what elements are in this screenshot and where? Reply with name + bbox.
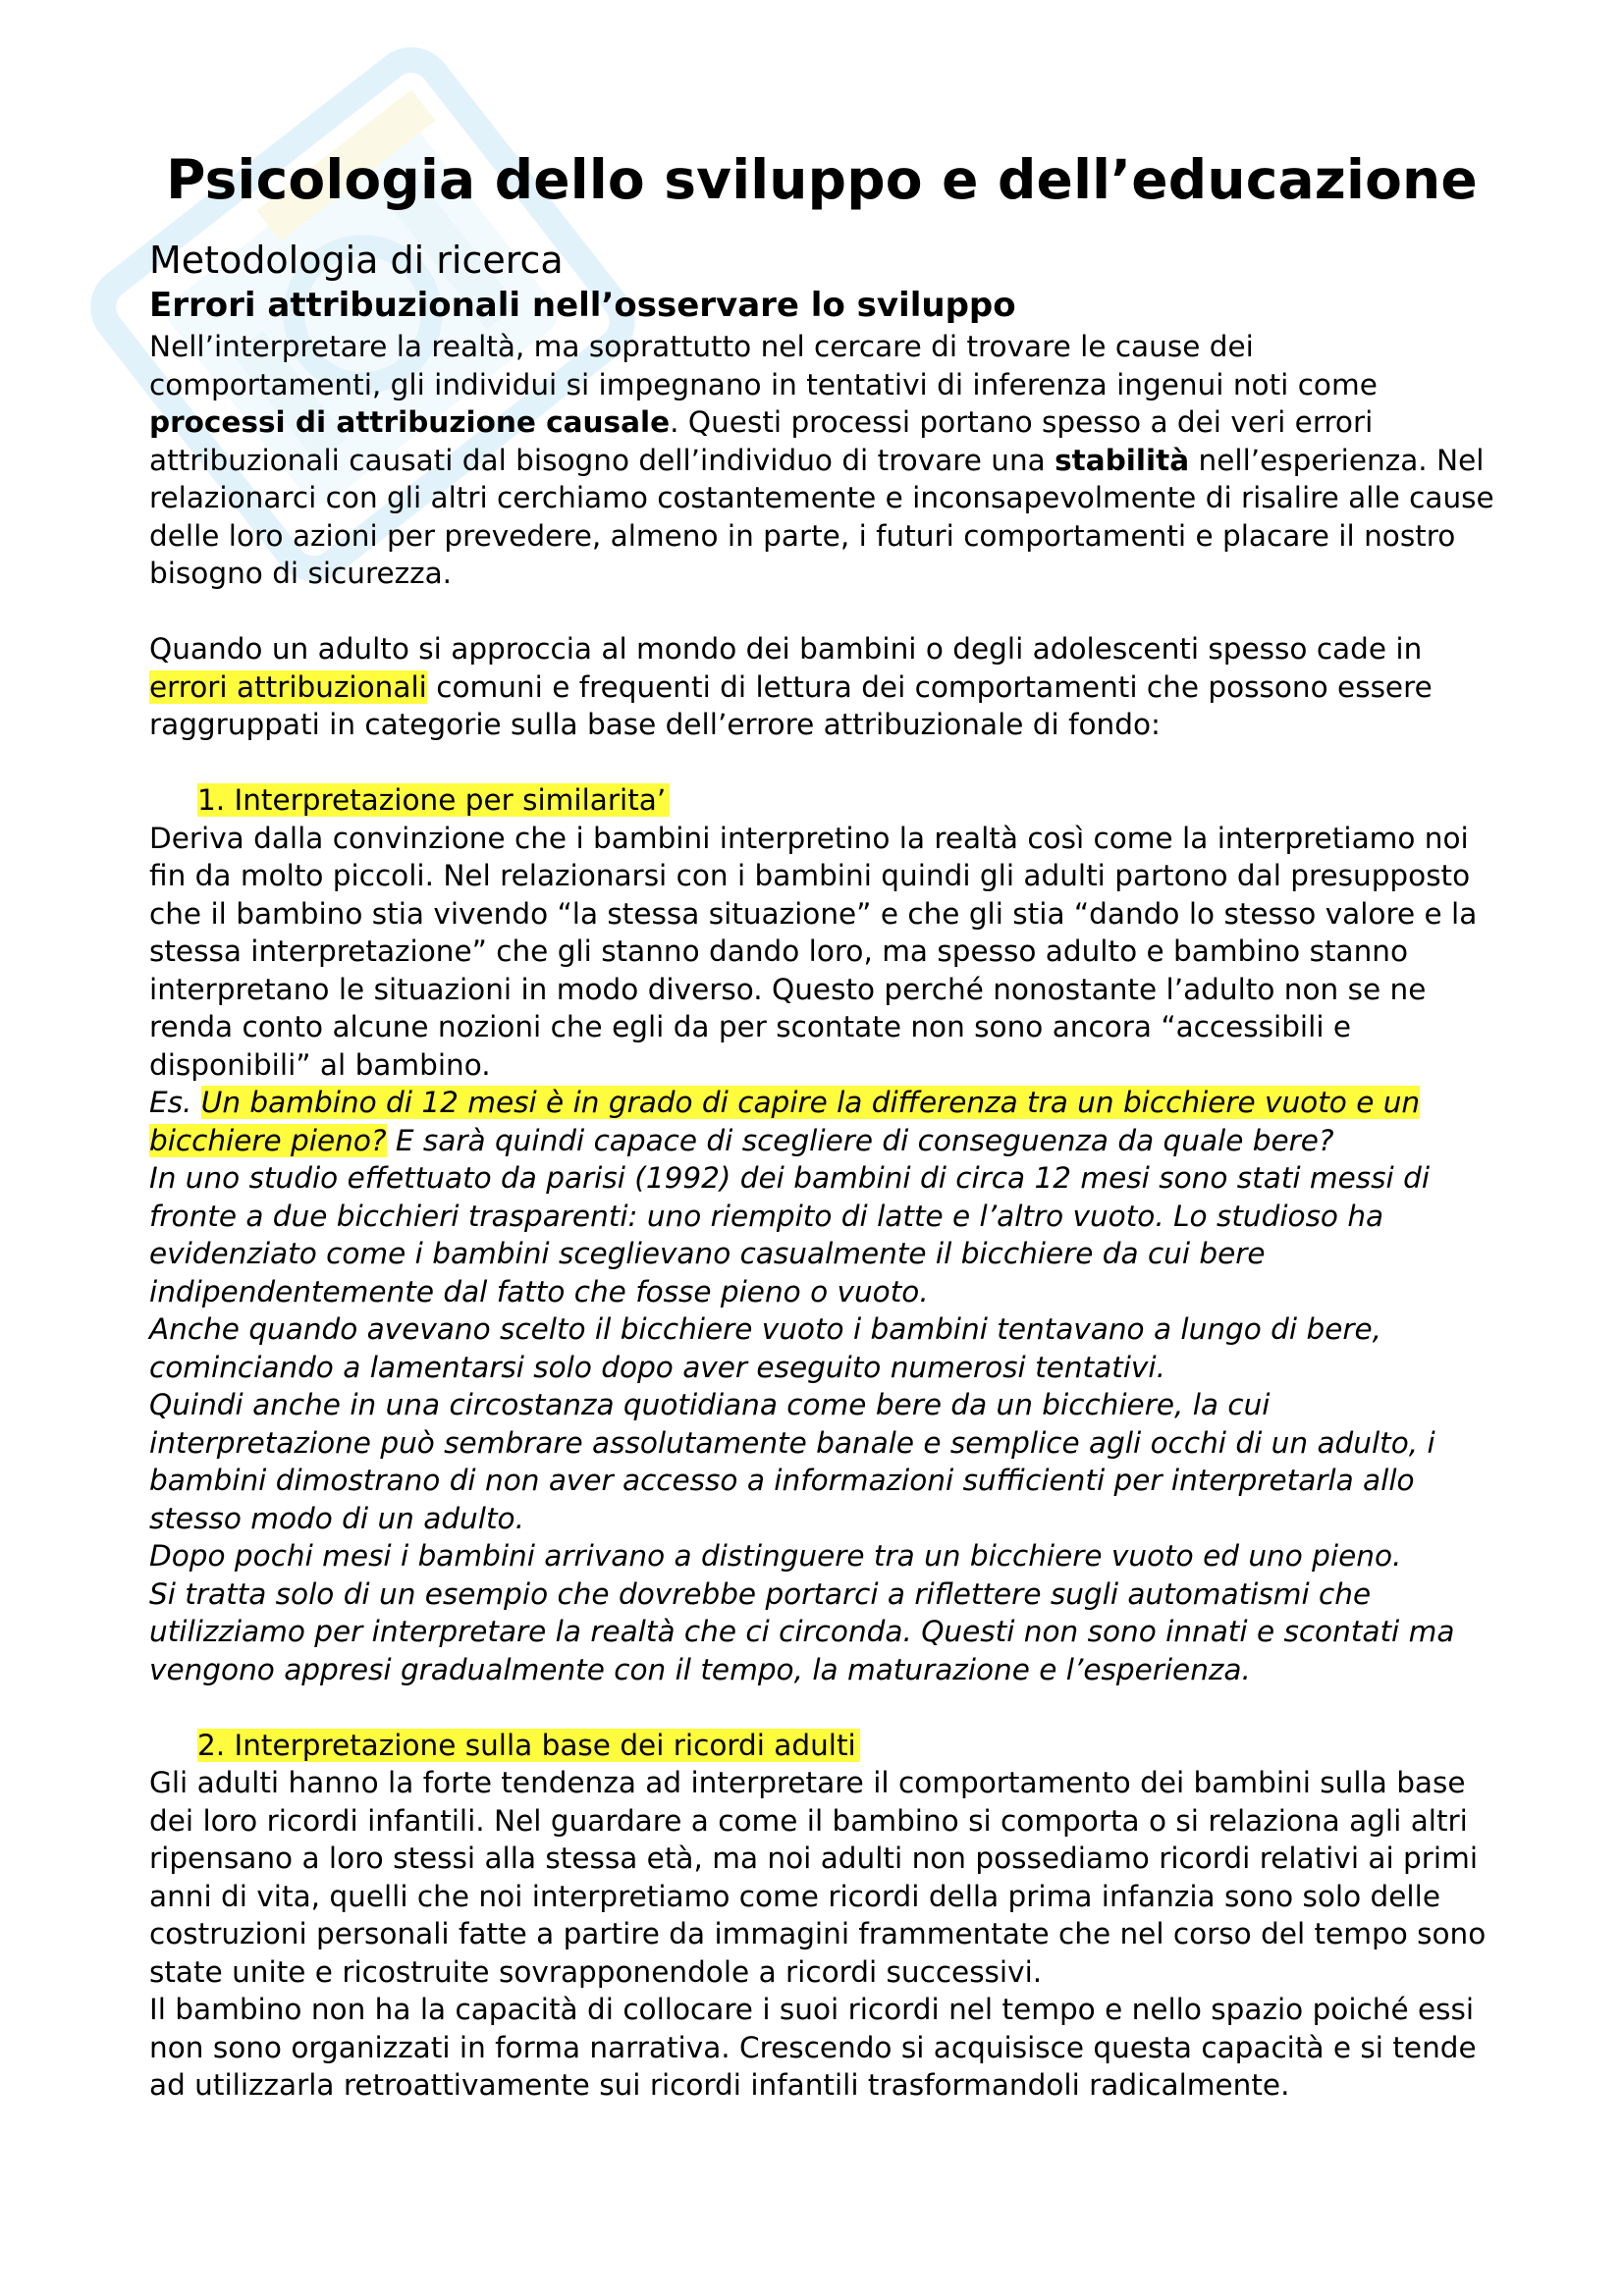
bold-term-attribution: processi di attribuzione causale	[149, 405, 671, 439]
page-title: Psicologia dello sviluppo e dell’educazione	[166, 148, 1478, 211]
highlighted-term: errori attribuzionali	[149, 669, 427, 704]
paragraph-3: Deriva dalla convinzione che i bambini interpretino la realtà così come la interpretiamo noi fin da molto piccoli. Nel relazionarsi con i bambini quindi gli adulti partono dal presupposto che il bambino stia vivendo “la stessa situazione” e che gli stia “dando lo stesso valore e la stessa interpretazione” che gli stanno dando loro, ma spesso adulto e bambino stanno interpretano le situazioni in modo diverso. Questo perché nonostante l’adulto non se ne renda conto alcune nozioni che egli da per scontate non sono ancora “accessibili e disponibili” al bambino.	[149, 821, 1478, 1082]
paragraph-1: Nell’interpretare la realtà, ma soprattutto nel cercare di trovare le cause dei comportamenti, gli individui si impegnano in tentativi di inferenza ingenui noti come processi di attribuzione causale. Questi processi portano spesso a dei veri errori attribuzionali causati dal bisogno dell’individuo di trovare una stabilità nell’esperienza. Nel relazionarci con gli altri cerchiamo costantemente e inconsapevolmente di risalire alle cause delle loro azioni per prevedere, almeno in parte, i futuri comportamenti e placare il nostro bisogno di sicurezza.	[149, 330, 1494, 590]
example-paragraph: Es. Un bambino di 12 mesi è in grado di capire la differenza tra un bicchiere vuoto e un bicchiere pieno? E sarà quindi capace di scegliere di conseguenza da quale bere?	[149, 1086, 1421, 1157]
section-heading: Metodologia di ricerca	[149, 239, 564, 282]
bold-term-stability: stabilità	[1055, 443, 1190, 477]
example-question: Un bambino di 12 mesi è in grado di capire la differenza tra un bicchiere vuoto e un bicchiere pieno?	[149, 1086, 1421, 1157]
paragraph-5: Il bambino non ha la capacità di collocare i suoi ricordi nel tempo e nello spazio poiché essi non sono organizzati in forma narrativa. Crescendo si acquisisce questa capacità e si tende ad utilizzarla retroattivamente sui ricordi infantili trasformandoli radicalmente.	[149, 1993, 1477, 2102]
italic-paragraph-1: In uno studio effettuato da parisi (1992) dei bambini di circa 12 mesi sono stati messi di fronte a due bicchieri trasparenti: uno riempito di latte e l’altro vuoto. Lo studioso ha evidenziato come i bambini sceglievano casualmente il bicchiere da cui bere indipendentemente dal fatto che fosse pieno o vuoto.	[149, 1161, 1431, 1308]
italic-paragraph-3: Quindi anche in una circostanza quotidiana come bere da un bicchiere, la cui interpretazione può sembrare assolutamente banale e semplice agli occhi di un adulto, i bambini dimostrano di non aver accesso a informazioni sufficienti per interpretarla allo stesso modo di un adulto.	[149, 1388, 1435, 1535]
italic-paragraph-5: Si tratta solo di un esempio che dovrebbe portarci a riflettere sugli automatismi che utilizziamo per interpretare la realtà che ci circonda. Questi non sono innati e scontati ma vengono appresi gradualmente con il tempo, la maturazione e l’esperienza.	[149, 1576, 1455, 1686]
list-item-2	[149, 1727, 1494, 1765]
italic-paragraph-2: Anche quando avevano scelto il bicchiere vuoto i bambini tentavano a lungo di bere, cominciando a lamentarsi solo dopo aver eseguito numerosi tentativi.	[149, 1312, 1382, 1384]
document-page	[149, 137, 1494, 2105]
list-item-2-label: 2. Interpretazione sulla base dei ricordi adulti	[197, 1729, 860, 1762]
list-item-1	[149, 781, 1494, 820]
paragraph-4: Gli adulti hanno la forte tendenza ad interpretare il comportamento dei bambini sulla base dei loro ricordi infantili. Nel guardare a come il bambino si comporta o si relaziona agli altri ripensano a loro stessi alla stessa età, ma noi adulti non possediamo ricordi relativi ai primi anni di vita, quelli che noi interpretiamo come ricordi della prima infanzia sono solo delle costruzioni personali fatte a partire da immagini frammentate che nel corso del tempo sono state unite e ricostruite sovrapponendole a ricordi successivi.	[149, 1766, 1487, 1989]
list-item-1-label: 1. Interpretazione per similarita’	[197, 783, 670, 817]
subsection-heading: Errori attribuzionali nell’osservare lo sviluppo	[149, 286, 1016, 325]
italic-paragraph-4: Dopo pochi mesi i bambini arrivano a distinguere tra un bicchiere vuoto ed uno pieno.	[149, 1539, 1402, 1573]
paragraph-2: Quando un adulto si approccia al mondo dei bambini o degli adolescenti spesso cade in errori attribuzionali comuni e frequenti di lettura dei comportamenti che possono essere raggruppati in categorie sulla base dell’errore attribuzionale di fondo:	[149, 632, 1433, 741]
